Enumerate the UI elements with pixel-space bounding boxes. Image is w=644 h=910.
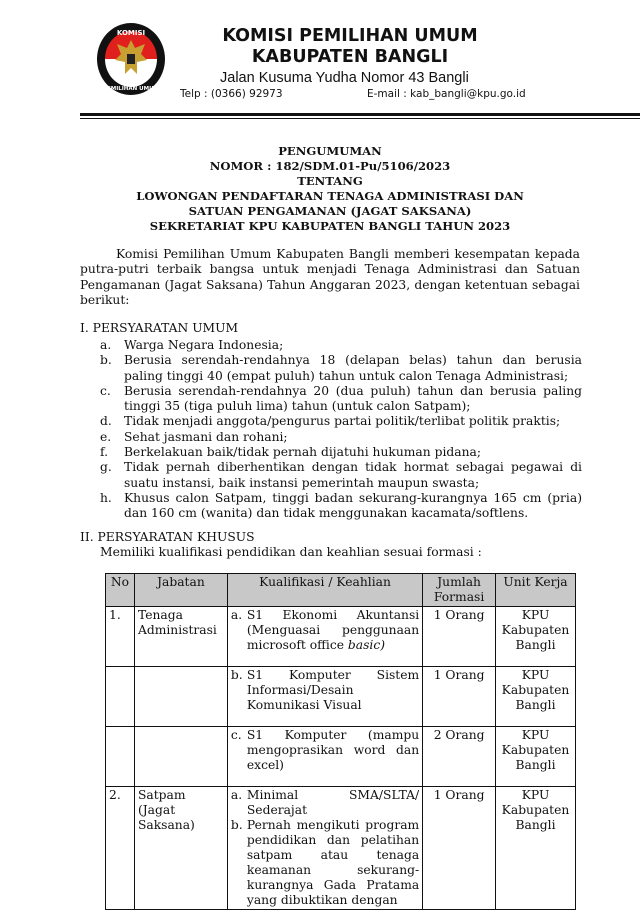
col-no: No: [106, 574, 135, 607]
cell-no: [106, 727, 135, 787]
qualification-marker: b.: [230, 818, 243, 832]
cell-jabatan: Satpam (Jagat Saksana): [134, 787, 227, 910]
cell-no: 1.: [106, 607, 135, 667]
qualification-text: [247, 788, 419, 818]
qualification-text-italic: basic): [347, 638, 386, 652]
qualification-marker: a.: [230, 788, 243, 802]
formation-table: [105, 573, 576, 910]
requirement-item: [100, 353, 582, 384]
announcement-subject-2: SATUAN PENGAMANAN (JAGAT SAKSANA): [188, 204, 472, 218]
item-marker: d.: [100, 414, 112, 429]
item-text: Tidak pernah diberhentikan dengan tidak hormat sebagai pegawai di suatu instansi, baik instansi pemerintah maupun swasta;: [124, 460, 582, 490]
cell-kualifikasi: [227, 727, 422, 787]
cell-jumlah: 1 Orang: [423, 787, 496, 910]
item-text: Khusus calon Satpam, tinggi badan sekurang-kurangnya 165 cm (pria) dan 160 cm (wanita) dan tidak menggunakan kacamata/softlens.: [124, 490, 582, 521]
qualification-marker: b.: [230, 668, 243, 682]
cell-jumlah: 2 Orang: [423, 727, 496, 787]
table-row: [106, 607, 576, 667]
item-marker: b.: [100, 353, 112, 368]
phone: Telp : (0366) 92973: [180, 88, 283, 100]
cell-jumlah: 1 Orang: [423, 607, 496, 667]
requirement-item: [100, 460, 582, 491]
col-kualifikasi: Kualifikasi / Keahlian: [227, 574, 422, 607]
cell-unit: KPU Kabupaten Bangli: [496, 667, 576, 727]
requirement-item: [100, 338, 582, 353]
requirement-item: [100, 445, 582, 460]
col-jumlah: Jumlah Formasi: [423, 574, 496, 607]
qualification-text-main: S1 Komputer Sistem Informasi/Desain Komunikasi Visual: [246, 668, 420, 712]
item-text: Berusia serendah-rendahnya 20 (dua puluh) tahun dan berusia paling tinggi 35 (tiga puluh lima) tahun (untuk calon Satpam);: [124, 383, 582, 414]
item-text: Berusia serendah-rendahnya 18 (delapan belas) tahun dan berusia paling tinggi 40 (empat puluh) tahun untuk calon Tenaga Administrasi;: [124, 353, 582, 383]
qualification-text: [247, 668, 419, 713]
announcement-number: NOMOR : 182/SDM.01-Pu/5106/2023: [209, 159, 451, 173]
logo-text-top: KOMISI: [116, 29, 146, 37]
logo-text-bottom: PEMILIHAN UMUM: [102, 86, 160, 92]
requirement-item: [100, 414, 582, 429]
general-requirements-list: [100, 338, 582, 522]
qualification-item: [231, 728, 419, 773]
cell-no: 2.: [106, 787, 135, 910]
cell-jumlah: 1 Orang: [423, 667, 496, 727]
kpu-logo: [96, 22, 166, 96]
table-row: [106, 787, 576, 910]
qualification-text-main: Pernah mengikuti program pendidikan dan pelatihan satpam atau tenaga keamanan sekurang-kurangnya Gada Pratama yang dibuktikan dengan: [246, 818, 420, 907]
announcement-subject-1: LOWONGAN PENDAFTARAN TENAGA ADMINISTRASI DAN: [136, 189, 524, 203]
announcement-subject-3: SEKRETARIAT KPU KABUPATEN BANGLI TAHUN 2023: [149, 219, 511, 233]
section2-heading: II. PERSYARATAN KHUSUS: [80, 530, 255, 544]
qualification-item: [231, 818, 419, 908]
qualification-text: [247, 818, 419, 908]
email: E-mail : kab_bangli@kpu.go.id: [367, 88, 526, 100]
header-rule: [80, 113, 640, 116]
section1-heading: I. PERSYARATAN UMUM: [80, 321, 239, 335]
col-jabatan: Jabatan: [134, 574, 227, 607]
cell-kualifikasi: [227, 787, 422, 910]
qualification-item: [231, 668, 419, 713]
header-rule-thin: [80, 118, 640, 119]
table-row: [106, 667, 576, 727]
item-marker: a.: [100, 338, 112, 352]
cell-jabatan: [134, 667, 227, 727]
cell-kualifikasi: [227, 667, 422, 727]
announcement-about: TENTANG: [297, 174, 363, 188]
cell-unit: KPU Kabupaten Bangli: [496, 727, 576, 787]
qualification-marker: a.: [230, 608, 243, 622]
item-text: Sehat jasmani dan rohani;: [124, 429, 288, 444]
org-name: KOMISI PEMILIHAN UMUM: [222, 26, 478, 46]
item-text: Warga Negara Indonesia;: [124, 338, 284, 352]
item-text: Tidak menjadi anggota/pengurus partai politik/terlibat politik praktis;: [124, 414, 561, 429]
qualification-item: [231, 788, 419, 818]
qualification-text-main: S1 Komputer (mampu mengoprasikan word dan excel): [246, 728, 420, 772]
cell-kualifikasi: [227, 607, 422, 667]
item-marker: c.: [100, 383, 111, 398]
qualification-text-main: S1 Ekonomi Akuntansi (Menguasai penggunaan microsoft office: [246, 608, 420, 652]
qualification-text-main: Minimal SMA/SLTA/ Sederajat: [246, 788, 420, 817]
item-marker: g.: [100, 460, 112, 475]
cell-unit: KPU Kabupaten Bangli: [496, 787, 576, 910]
item-text: Berkelakuan baik/tidak pernah dijatuhi hukuman pidana;: [124, 445, 481, 460]
address: Jalan Kusuma Yudha Nomor 43 Bangli: [220, 70, 469, 86]
cell-jabatan: [134, 727, 227, 787]
section2-subtitle: Memiliki kualifikasi pendidikan dan keahlian sesuai formasi :: [100, 545, 482, 559]
qualification-item: [231, 608, 419, 653]
announcement-title: PENGUMUMAN: [278, 144, 382, 158]
table-row: [106, 727, 576, 787]
col-unit: Unit Kerja: [496, 574, 576, 607]
requirement-item: [100, 491, 582, 522]
requirement-item: [100, 430, 582, 445]
qualification-marker: c.: [230, 728, 242, 742]
qualification-text: [247, 728, 419, 773]
org-region: KABUPATEN BANGLI: [251, 47, 449, 67]
cell-jabatan: Tenaga Administrasi: [134, 607, 227, 667]
cell-unit: KPU Kabupaten Bangli: [496, 607, 576, 667]
cell-no: [106, 667, 135, 727]
intro-paragraph: Komisi Pemilihan Umum Kabupaten Bangli memberi kesempatan kepada putra-putri terbaik bangsa untuk menjadi Tenaga Administrasi dan Satuan Pengamanan (Jagat Saksana) Tahun Anggaran 2023, dengan ketentuan sebagai berikut:: [80, 247, 580, 307]
item-marker: h.: [100, 490, 112, 505]
item-marker: f.: [100, 445, 109, 460]
qualification-text: [247, 608, 419, 653]
requirement-item: [100, 384, 582, 415]
item-marker: e.: [100, 429, 112, 444]
